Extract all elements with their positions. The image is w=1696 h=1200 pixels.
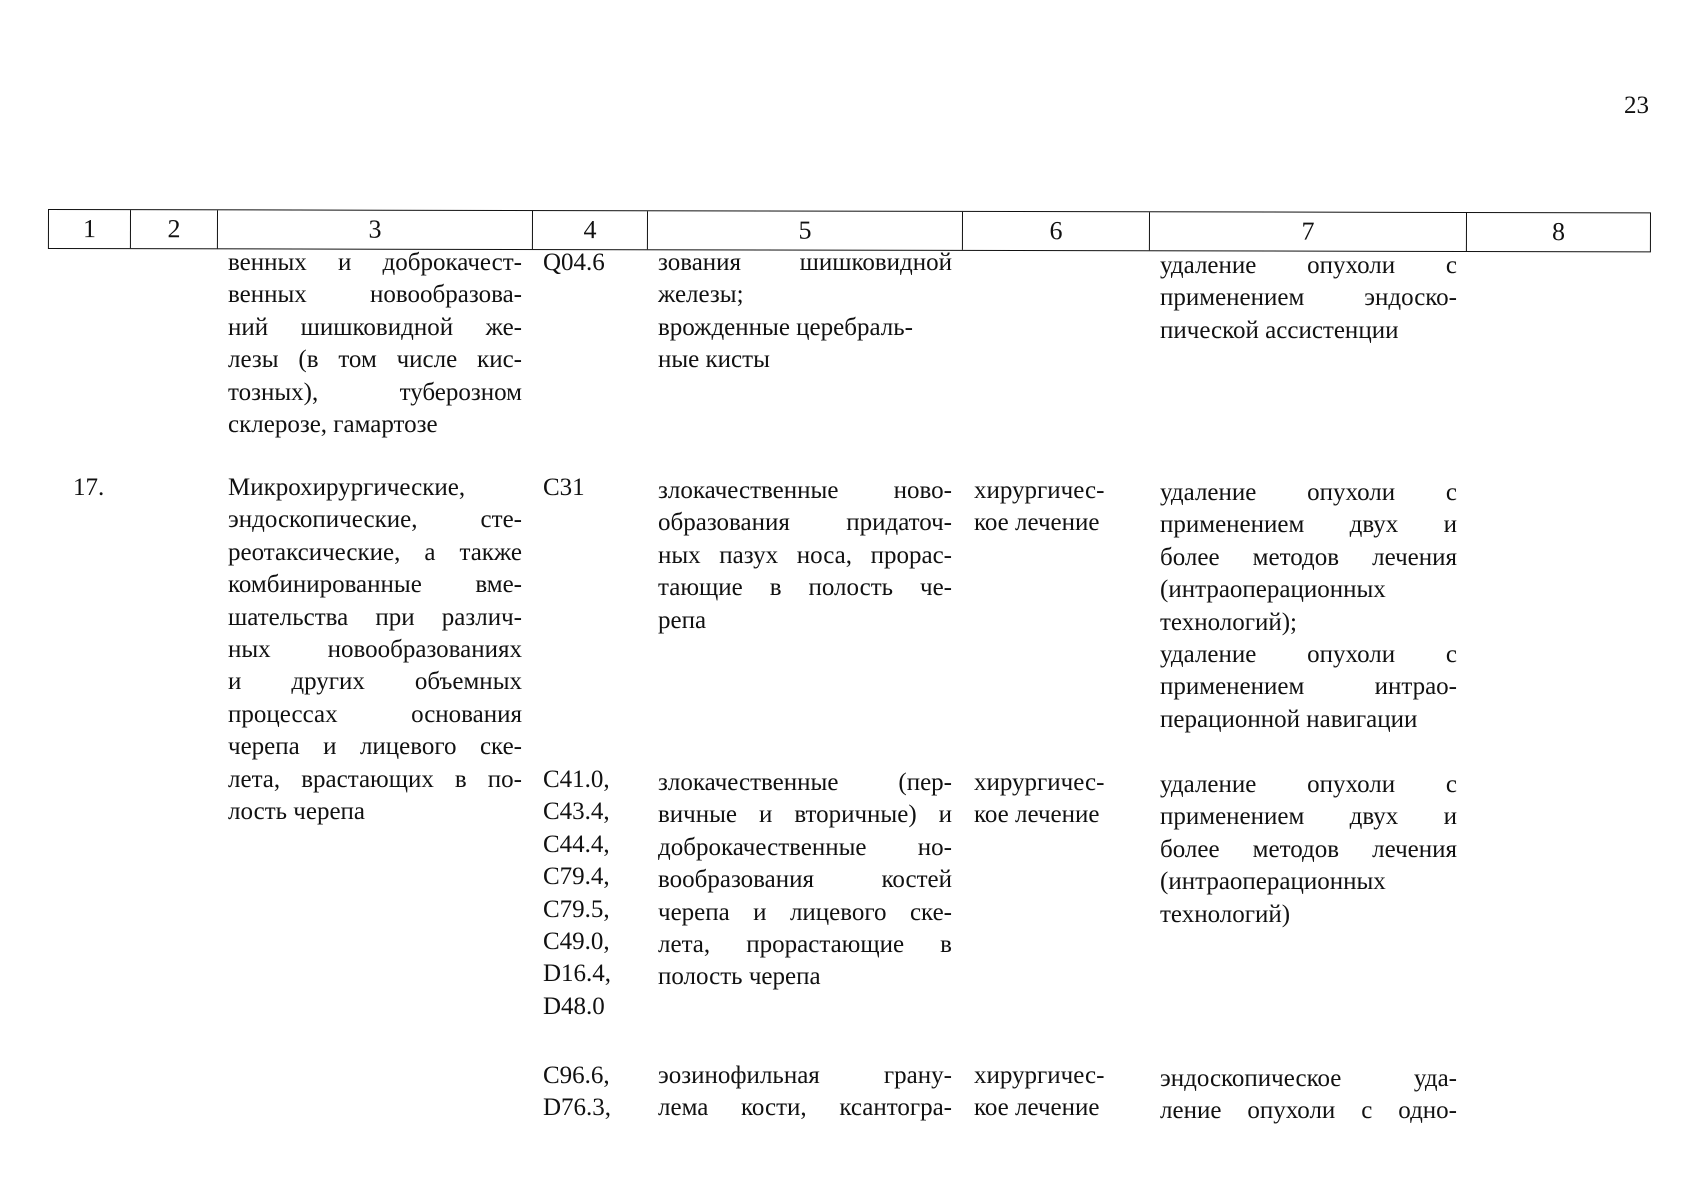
- header-col-3: 3: [218, 210, 533, 249]
- text-line: лета, врастающих в по-: [228, 765, 522, 793]
- text-line: эозинофильная грану-: [658, 1062, 952, 1089]
- row-3-col6: [974, 1060, 1124, 1125]
- text-line: применением эндоско-: [1160, 284, 1457, 312]
- header-col-5: 5: [648, 211, 963, 250]
- text-line: кое лечение: [974, 509, 1100, 537]
- row-1-col5: [658, 475, 952, 637]
- text-line: эндоскопическое уда-: [1160, 1065, 1457, 1092]
- text-line: ные кисты: [658, 346, 770, 374]
- text-line: ление опухоли с одно-: [1160, 1097, 1457, 1125]
- text-line: применением интрао-: [1160, 673, 1457, 701]
- text-line: C79.5,: [543, 895, 610, 923]
- text-line: черепа и лицевого ске-: [228, 733, 522, 761]
- row-2-col4: [543, 764, 611, 1023]
- text-line: доброкачественные но-: [658, 833, 952, 861]
- row-3-col7: [1160, 1063, 1457, 1128]
- text-line: хирургичес-: [974, 769, 1105, 796]
- row-1-col6: [974, 475, 1124, 540]
- text-line: пической ассистенции: [1160, 316, 1399, 344]
- text-line: удаление опухоли с: [1160, 479, 1457, 506]
- text-line: C44.4,: [543, 830, 610, 858]
- text-line: реотаксические, а также: [228, 538, 522, 566]
- text-line: ных пазух носа, прорас-: [658, 541, 952, 569]
- row-0-col7: [1160, 250, 1457, 347]
- header-col-7: 7: [1150, 212, 1467, 251]
- row-2-col7: [1160, 769, 1457, 931]
- text-line: C43.4,: [543, 798, 610, 826]
- text-line: (интраоперационных: [1160, 576, 1386, 604]
- row-1-col4: [543, 472, 585, 504]
- text-line: венных и доброкачест-: [228, 249, 522, 276]
- text-line: более методов лечения: [1160, 835, 1457, 863]
- text-line: технологий);: [1160, 608, 1297, 636]
- row-1-col3: [228, 472, 522, 828]
- row-1-number: 17.: [73, 474, 105, 501]
- text-line: тающие в полость че-: [658, 574, 952, 602]
- text-line: C79.4,: [543, 863, 610, 891]
- text-line: репа: [658, 606, 707, 634]
- text-line: хирургичес-: [974, 1062, 1105, 1089]
- row-3-col5: [658, 1060, 952, 1125]
- text-line: C49.0,: [543, 928, 610, 956]
- text-line: применением двух и: [1160, 803, 1457, 831]
- text-line: тозных), туберозном: [228, 378, 522, 406]
- text-line: лезы (в том числе кис-: [228, 346, 522, 374]
- page-number: 23: [1624, 92, 1649, 119]
- text-line: лость черепа: [228, 798, 366, 826]
- text-line: более методов лечения: [1160, 543, 1457, 571]
- text-line: лема кости, ксантогра-: [658, 1094, 952, 1122]
- text-line: применением двух и: [1160, 511, 1457, 539]
- text-line: хирургичес-: [974, 477, 1105, 504]
- text-line: злокачественные ново-: [658, 477, 952, 504]
- text-line: и других объемных: [228, 668, 522, 696]
- text-line: шательства при различ-: [228, 603, 522, 631]
- row-0-col3: [228, 247, 522, 441]
- text-line: удаление опухоли с: [1160, 641, 1457, 669]
- text-line: удаление опухоли с: [1160, 771, 1457, 798]
- text-line: кое лечение: [974, 801, 1100, 829]
- row-1-col7: [1160, 477, 1457, 736]
- text-line: склерозе, гамартозе: [228, 411, 438, 439]
- text-line: C41.0,: [543, 766, 610, 793]
- text-line: лета, прорастающие в: [658, 931, 952, 959]
- text-line: вичные и вторичные) и: [658, 801, 952, 829]
- text-line: злокачественные (пер-: [658, 769, 952, 796]
- text-line: удаление опухоли с: [1160, 252, 1457, 279]
- text-line: эндоскопические, сте-: [228, 506, 522, 534]
- text-line: перационной навигации: [1160, 705, 1418, 733]
- text-line: процессах основания: [228, 700, 522, 728]
- text-line: кое лечение: [974, 1094, 1100, 1122]
- column-number-header: [48, 209, 1651, 252]
- row-3-col4: [543, 1060, 611, 1125]
- text-line: вообразования костей: [658, 866, 952, 894]
- header-col-1: 1: [49, 210, 131, 248]
- row-0-col5: [658, 247, 952, 377]
- text-line: ных новообразованиях: [228, 636, 522, 664]
- text-line: Q04.6: [543, 249, 605, 276]
- text-line: зования шишковидной: [658, 249, 952, 276]
- text-line: черепа и лицевого ске-: [658, 898, 952, 926]
- text-line: технологий): [1160, 900, 1291, 928]
- text-line: ний шишковидной же-: [228, 313, 522, 341]
- row-2-col6: [974, 767, 1124, 832]
- row-2-col5: [658, 767, 952, 994]
- header-col-8: 8: [1551, 217, 1565, 247]
- text-line: комбинированные вме-: [228, 571, 522, 599]
- text-line: (интраоперационных: [1160, 868, 1386, 896]
- text-line: D76.3,: [543, 1094, 612, 1122]
- text-line: D48.0: [543, 992, 605, 1020]
- text-line: D16.4,: [543, 960, 612, 988]
- text-line: C31: [543, 474, 585, 501]
- text-line: C96.6,: [543, 1062, 610, 1089]
- header-col-2: 2: [131, 210, 218, 248]
- row-0-col4: [543, 247, 605, 279]
- text-line: врожденные церебраль-: [658, 313, 913, 341]
- text-line: венных новообразова-: [228, 281, 522, 309]
- text-line: Микрохирургические,: [228, 474, 466, 501]
- text-line: образования придаточ-: [658, 509, 952, 537]
- header-col-6: 6: [963, 212, 1150, 250]
- text-line: железы;: [658, 281, 744, 309]
- text-line: полость черепа: [658, 963, 821, 991]
- header-col-4: 4: [533, 211, 648, 249]
